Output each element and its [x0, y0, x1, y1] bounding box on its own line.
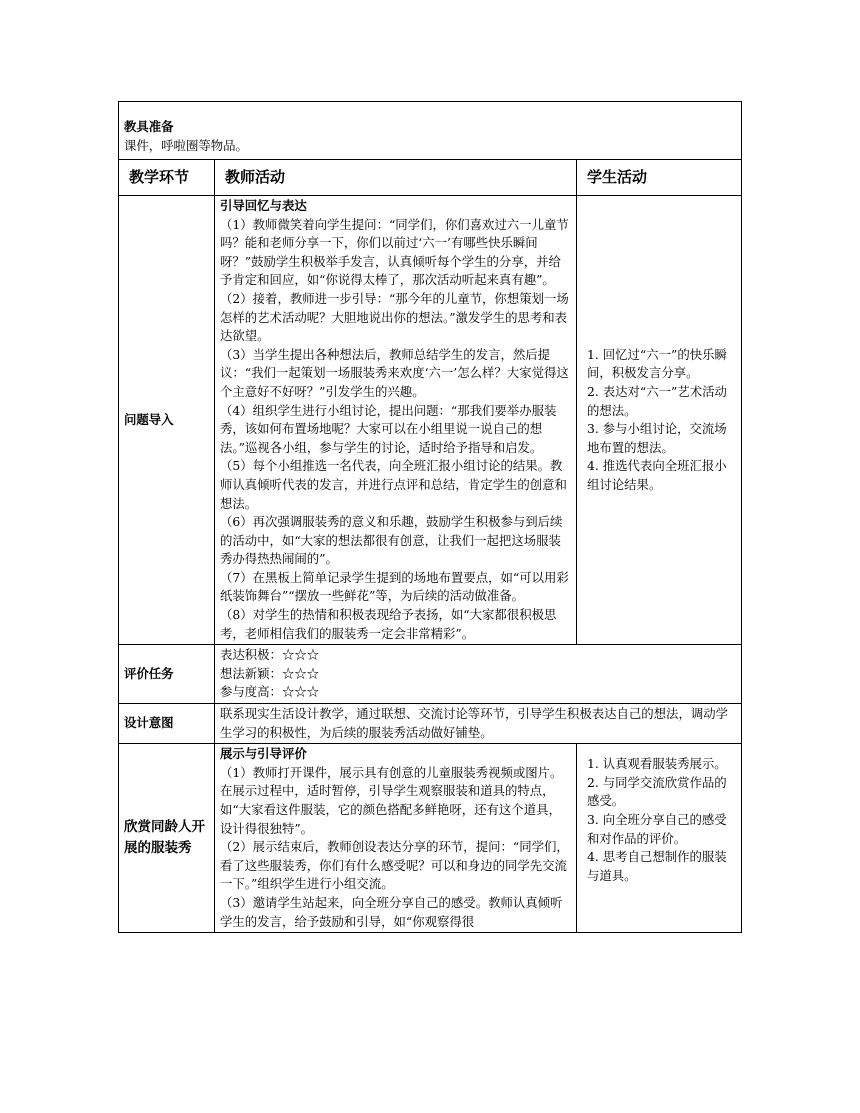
header-row	[119, 160, 742, 196]
student-item: 1. 认真观看服装秀展示。	[587, 756, 727, 772]
student-item: 2. 与同学交流欣赏作品的感受。	[587, 774, 727, 809]
student-item: 1. 回忆过“六一”的快乐瞬间，积极发言分享。	[587, 346, 727, 381]
header-student: 学生活动	[577, 160, 742, 196]
header-teacher: 教师活动	[215, 160, 577, 196]
design-content: 联系现实生活设计教学，通过联想、交流讨论等环节，引导学生积极表达自己的想法，调动学生学习的积极性，为后续的服装秀活动做好铺垫。	[215, 704, 742, 744]
evaluation-line: 表达积极：☆☆☆	[220, 647, 320, 663]
student-activity-cell	[577, 196, 742, 645]
evaluation-cell	[215, 645, 742, 704]
evaluation-line: 想法新颖：☆☆☆	[220, 665, 320, 681]
student-list	[587, 745, 733, 885]
teacher-step: （2）展示结束后，教师创设表达分享的环节，提问：“同学们，看了这些服装秀，你们有什么感受呢？可以和身边的同学先交流一下。”组织学生进行小组交流。	[220, 839, 569, 892]
prep-content: 课件，呼啦圈等物品。	[124, 137, 248, 153]
teacher-step: （3）当学生提出各种想法后，教师总结学生的发言，然后提议：“我们一起策划一场服装秀来欢度‘六一’怎么样？大家觉得这个主意好不好呀？”引发学生的兴趣。	[220, 346, 569, 399]
lesson-plan-table	[118, 101, 742, 933]
teacher-step: （2）接着，教师进一步引导：“那今年的儿童节，你想策划一场怎样的艺术活动呢？大胆地说出你的想法。”激发学生的思考和表达欲望。	[220, 290, 569, 344]
section-intro-row	[119, 196, 742, 645]
teacher-step: （6）再次强调服装秀的意义和乐趣，鼓励学生积极参与到后续的活动中，如“大家的想法都很有创意，让我们一起把这场服装秀办得热热闹闹的”。	[220, 514, 563, 567]
section-appreciation-row	[119, 744, 742, 933]
prep-title: 教具准备	[124, 119, 174, 134]
prep-cell	[119, 102, 742, 160]
evaluation-label: 评价任务	[119, 645, 215, 704]
teacher-activity-title: 展示与引导评价	[220, 746, 307, 762]
student-item: 4. 推选代表向全班汇报小组讨论结果。	[587, 458, 727, 492]
teacher-activity-cell	[215, 196, 577, 645]
student-activity-cell	[577, 744, 742, 933]
teacher-step: （1）教师微笑着向学生提问：“同学们，你们喜欢过六一儿童节吗？能和老师分享一下，你们以前过‘六一’有哪些快乐瞬间呀？”鼓励学生积极举手发言，认真倾听每个学生的分享，并给予肯定和回应，如“你说得太棒了，那次活动听起来真有趣”。	[220, 216, 569, 288]
evaluation-row	[119, 645, 742, 704]
teacher-step: （4）组织学生进行小组讨论，提出问题：“那我们要举办服装秀，该如何布置场地呢？大家可以在小组里说一说自己的想法。”巡视各小组，参与学生的讨论，适时给予指导和启发。	[220, 402, 557, 455]
teacher-step: （7）在黑板上简单记录学生提到的场地布置要点，如“可以用彩纸装饰舞台”“摆放一些鲜花”等，为后续的活动做准备。	[220, 569, 569, 604]
header-stage: 教学环节	[119, 160, 215, 196]
teacher-step: （1）教师打开课件，展示具有创意的儿童服装秀视频或图片。在展示过程中，适时暂停，引导学生观察服装和道具的特点，如“大家看这件服装，它的颜色搭配多鲜艳呀，还有这个道具，设计得很独特”。	[220, 764, 563, 836]
student-item: 3. 参与小组讨论，交流场地布置的想法。	[587, 421, 727, 455]
prep-row	[119, 102, 742, 160]
student-item: 3. 向全班分享自己的感受和对作品的评价。	[587, 812, 727, 846]
evaluation-line: 参与度高：☆☆☆	[220, 684, 320, 700]
teacher-step: （5）每个小组推选一名代表，向全班汇报小组讨论的结果。教师认真倾听代表的发言，并进行点评和总结，肯定学生的创意和想法。	[220, 458, 567, 511]
design-row	[119, 704, 742, 744]
stage-label: 欣赏同龄人开展的服装秀	[119, 744, 215, 933]
teacher-activity-cell	[215, 744, 577, 933]
student-item: 4. 思考自己想制作的服装与道具。	[587, 849, 727, 883]
teacher-step: （8）对学生的热情和积极表现给予表扬，如“大家都很积极思考，老师相信我们的服装秀一定会非常精彩”。	[220, 607, 557, 641]
student-item: 2. 表达对“六一”艺术活动的想法。	[587, 383, 727, 418]
stage-label: 问题导入	[119, 196, 215, 645]
design-label: 设计意图	[119, 704, 215, 744]
teacher-activity-title: 引导回忆与表达	[220, 198, 307, 213]
teacher-step: （3）邀请学生站起来，向全班分享自己的感受。教师认真倾听学生的发言，给予鼓励和引导，如“你观察得很	[220, 894, 563, 929]
